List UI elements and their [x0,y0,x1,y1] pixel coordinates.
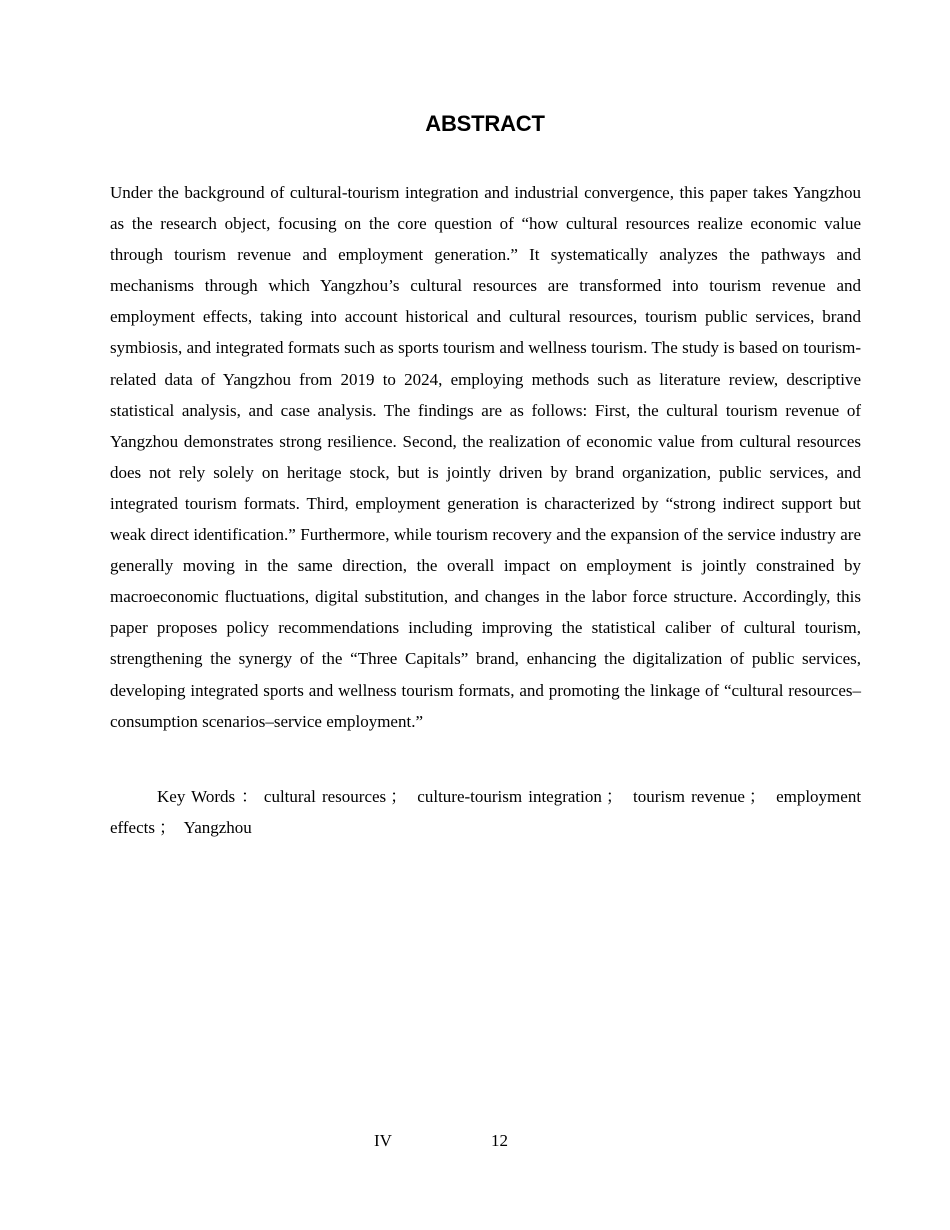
keyword-item: employment effects [110,787,862,837]
keywords-line [110,781,861,843]
abstract-title: ABSTRACT [425,111,545,136]
keywords-label: Key Words [157,787,236,806]
keyword-separator: ； [159,818,176,837]
keyword-separator: ； [390,787,408,806]
keyword-item: culture-tourism integration [417,787,602,806]
keyword-item: Yangzhou [183,818,252,837]
roman-page-number: IV [374,1131,392,1150]
abstract-body: Under the background of cultural-tourism integration and industrial convergence, this paper takes Yangzhou as the research object, focusing on the core question of “how cultural resources realize economic value through tourism revenue and employment generation.” It systematically analyzes the pathways and mechanisms through which Yangzhou’s cultural resources are transformed into tourism revenue and employment effects, taking into account historical and cultural resources, tourism public services, brand symbiosis, and integrated formats such as sports tourism and wellness tourism. The study is based on tourism-related data of Yangzhou from 2019 to 2024, employing methods such as literature review, descriptive statistical analysis, and case analysis. The findings are as follows: First, the cultural tourism revenue of Yangzhou demonstrates strong resilience. Second, the realization of economic value from cultural resources does not rely solely on heritage stock, but is jointly driven by brand organization, public services, and integrated tourism formats. Third, employment generation is characterized by “strong indirect support but weak direct identification.” Furthermore, while tourism recovery and the expansion of the service industry are generally moving in the same direction, the overall impact on employment is jointly constrained by macroeconomic fluctuations, digital substitution, and changes in the labor force structure. Accordingly, this paper proposes policy recommendations including improving the statistical caliber of cultural tourism, strengthening the synergy of the “Three Capitals” brand, enhancing the digitalization of public services, developing integrated sports and wellness tourism formats, and promoting the linkage of “cultural resources–consumption scenarios–service employment.” [110,183,861,731]
keyword-item: tourism revenue [633,787,745,806]
keyword-separator: ； [605,787,623,806]
keywords-label-separator: ： [239,787,260,806]
page-number: 12 [491,1131,508,1150]
keyword-item: cultural resources [263,787,387,806]
keyword-separator: ； [748,787,766,806]
